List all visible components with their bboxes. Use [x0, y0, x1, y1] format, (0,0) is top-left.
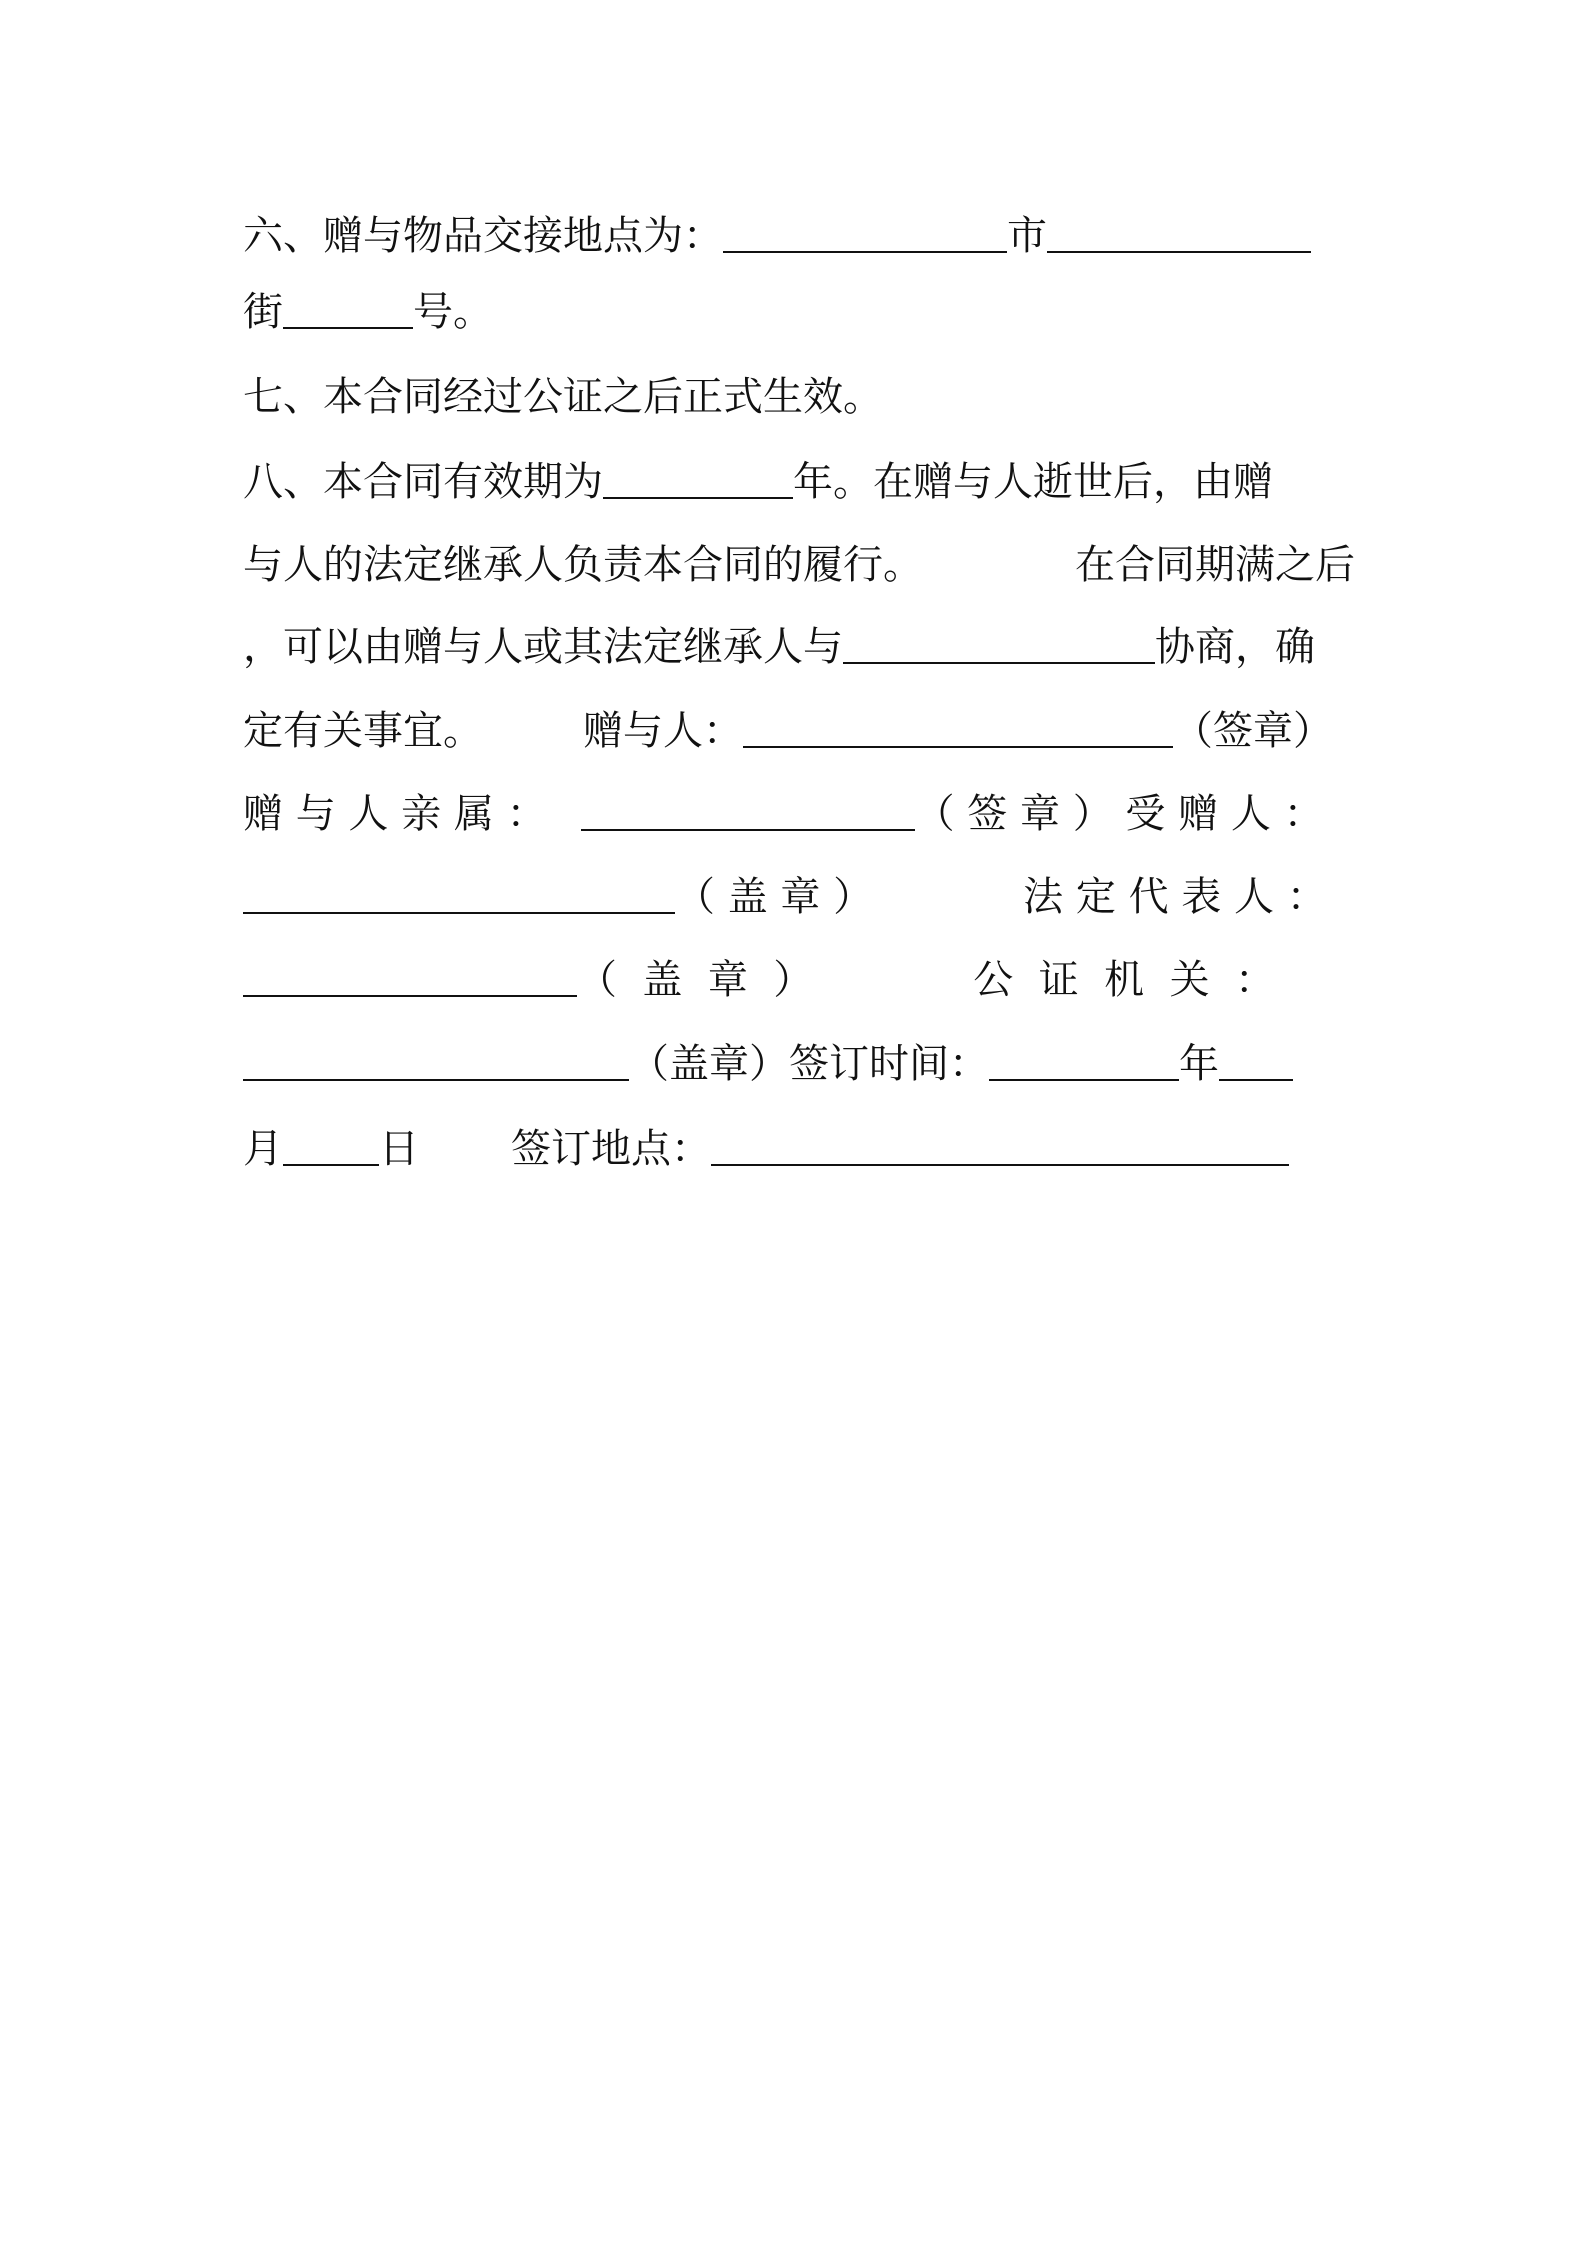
clause-8-text-4: ，可以由赠与人或其法定继承人与 — [243, 624, 843, 670]
year-label: 年 — [1179, 1041, 1219, 1087]
validity-label: 八、本合同有效期为 — [243, 459, 603, 505]
clause-8-text-3: 在合同期满之后 — [1075, 542, 1355, 588]
donor-relative-blank — [581, 795, 915, 831]
signing-day-blank — [283, 1130, 379, 1166]
signing-place-line — [243, 1125, 1355, 1173]
clause-8-text-5: 协商，确 — [1155, 624, 1315, 670]
month-label: 月 — [243, 1126, 283, 1172]
notary-label: 公 证 机 关 ： — [973, 957, 1276, 1003]
donor-relative-label: 赠 与 人 亲 属 ： — [243, 791, 547, 837]
donee-blank — [243, 878, 675, 914]
clause-8-line-1 — [243, 458, 1355, 506]
notary-blank — [243, 1045, 629, 1081]
negotiation-party-blank — [843, 628, 1155, 664]
clause-8-text-1: 年。在赠与人逝世后，由赠 — [793, 459, 1273, 505]
validity-years-blank — [603, 463, 793, 499]
legal-rep-seal-label: （ 盖 章 ） — [577, 957, 814, 1003]
clause-6-line-2 — [243, 288, 1355, 336]
city-label: 市 — [1007, 213, 1047, 259]
clause-7-line: 七、本合同经过公证之后正式生效。 — [243, 374, 883, 420]
donee-label: （ 签 章 ） 受 赠 人 ： — [914, 791, 1324, 837]
signing-year-blank — [989, 1045, 1179, 1081]
clause-8-text-2: 与人的法定继承人负责本合同的履行。 — [243, 542, 923, 588]
donee-seal-label: （ 盖 章 ） — [675, 874, 874, 920]
signing-place-blank — [711, 1130, 1289, 1166]
clause-6-line-1 — [243, 212, 1355, 260]
donee-seal-line — [243, 873, 1355, 921]
donor-blank — [743, 712, 1173, 748]
clause-8-line-3 — [243, 623, 1355, 671]
number-label: 号。 — [413, 289, 493, 335]
legal-rep-label: 法 定 代 表 人 ： — [1023, 874, 1327, 920]
clause-8-text-6: 定有关事宜。 — [243, 708, 483, 754]
signing-month-blank — [1219, 1045, 1293, 1081]
signing-place-label: 签订地点： — [511, 1126, 711, 1172]
legal-rep-blank — [243, 961, 577, 997]
donor-seal-label: （签章） — [1173, 708, 1333, 754]
notary-seal-label: （盖章）签订时间： — [629, 1041, 989, 1087]
clause-8-line-2 — [243, 541, 1355, 589]
city-blank — [723, 217, 1007, 253]
street-label: 街 — [243, 289, 283, 335]
street-blank — [283, 293, 413, 329]
legal-rep-seal-line — [243, 956, 1355, 1004]
day-label: 日 — [379, 1126, 419, 1172]
district-blank — [1047, 217, 1311, 253]
donor-signature-line — [243, 707, 1355, 755]
signing-date-line — [243, 1040, 1355, 1088]
donor-relative-line — [243, 790, 1355, 838]
clause-6-label: 六、赠与物品交接地点为： — [243, 213, 723, 259]
donor-label: 赠与人： — [583, 708, 743, 754]
